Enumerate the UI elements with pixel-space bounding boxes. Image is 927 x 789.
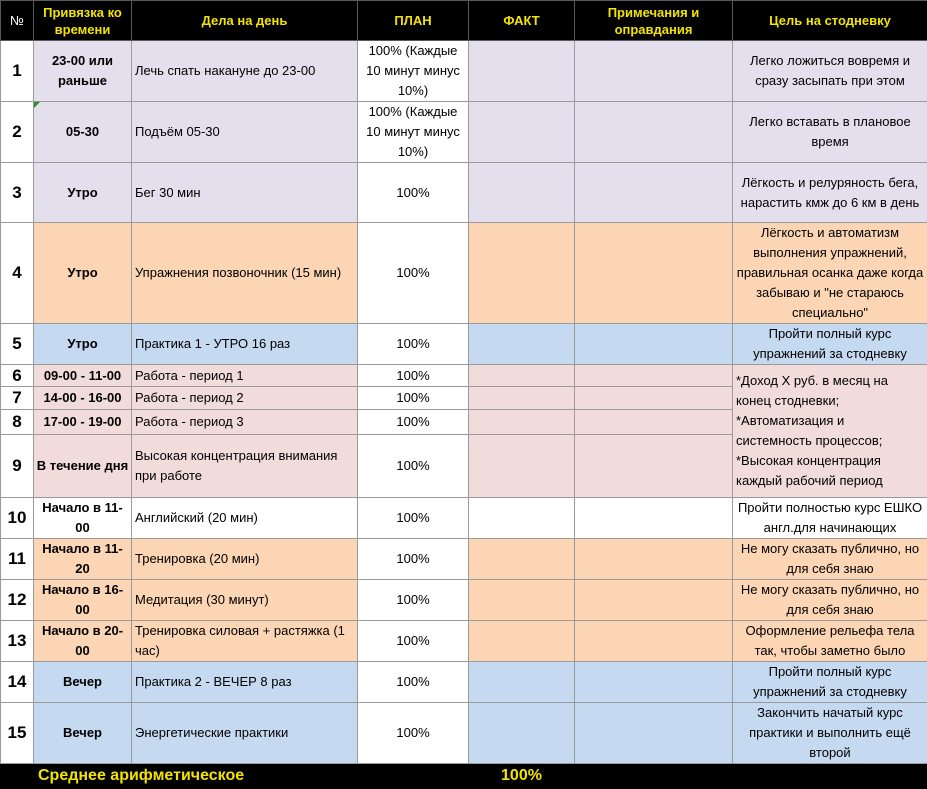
notes-cell[interactable] <box>575 365 733 387</box>
plan-cell[interactable]: 100% <box>358 498 469 539</box>
goal-cell[interactable]: Пройти полный курс упражнений за стодневку <box>733 324 927 365</box>
row-number: 15 <box>1 703 34 764</box>
row-number: 4 <box>1 223 34 324</box>
task-cell[interactable]: Тренировка силовая + растяжка (1 час) <box>132 621 358 662</box>
footer-row <box>1 764 927 789</box>
row-number: 10 <box>1 498 34 539</box>
row-number: 1 <box>1 41 34 102</box>
header-time: Привязка ко времени <box>34 1 132 41</box>
task-cell[interactable]: Английский (20 мин) <box>132 498 358 539</box>
goal-cell[interactable]: Закончить начатый курс практики и выполнить ещё второй <box>733 703 927 764</box>
fact-cell[interactable] <box>469 387 575 410</box>
time-cell[interactable]: В течение дня <box>34 435 132 498</box>
table-row <box>1 580 927 621</box>
table-row <box>1 539 927 580</box>
header-num: № <box>1 1 34 41</box>
time-cell[interactable]: 23-00 или раньше <box>34 41 132 102</box>
header-row <box>1 1 927 41</box>
notes-cell[interactable] <box>575 580 733 621</box>
table-row <box>1 163 927 223</box>
plan-cell[interactable]: 100% <box>358 223 469 324</box>
notes-cell[interactable] <box>575 223 733 324</box>
notes-cell[interactable] <box>575 703 733 764</box>
work-goal-line: системность процессов; <box>736 431 925 451</box>
plan-cell[interactable]: 100% <box>358 410 469 435</box>
goal-cell[interactable]: Легко вставать в плановое время <box>733 102 927 163</box>
notes-cell[interactable] <box>575 621 733 662</box>
row-number: 12 <box>1 580 34 621</box>
goal-cell[interactable]: Лёгкость и автоматизм выполнения упражнений, правильная осанка даже когда забываю и "не стараюсь специально" <box>733 223 927 324</box>
time-cell[interactable]: Вечер <box>34 703 132 764</box>
work-goal-line: конец стодневки; <box>736 391 925 411</box>
table-row <box>1 621 927 662</box>
comment-marker-icon <box>34 102 40 108</box>
fact-cell[interactable] <box>469 324 575 365</box>
notes-cell[interactable] <box>575 435 733 498</box>
task-cell[interactable]: Упражнения позвоночник (15 мин) <box>132 223 358 324</box>
task-cell[interactable]: Практика 1 - УТРО 16 раз <box>132 324 358 365</box>
work-goal-cell[interactable] <box>733 365 927 498</box>
fact-cell[interactable] <box>469 102 575 163</box>
plan-cell[interactable]: 100% <box>358 703 469 764</box>
task-cell[interactable]: Работа - период 2 <box>132 387 358 410</box>
table-row <box>1 41 927 102</box>
goal-cell[interactable]: Оформление рельефа тела так, чтобы заметно было <box>733 621 927 662</box>
fact-cell[interactable] <box>469 621 575 662</box>
task-cell[interactable]: Энергетические практики <box>132 703 358 764</box>
notes-cell[interactable] <box>575 662 733 703</box>
fact-cell[interactable] <box>469 580 575 621</box>
notes-cell[interactable] <box>575 41 733 102</box>
row-number: 6 <box>1 365 34 387</box>
row-number: 11 <box>1 539 34 580</box>
row-number: 7 <box>1 387 34 410</box>
plan-cell[interactable]: 100% <box>358 324 469 365</box>
task-cell[interactable]: Работа - период 3 <box>132 410 358 435</box>
plan-cell[interactable]: 100% (Каждые 10 минут минус 10%) <box>358 102 469 163</box>
task-cell[interactable]: Лечь спать накануне до 23-00 <box>132 41 358 102</box>
time-cell[interactable]: Утро <box>34 324 132 365</box>
plan-cell[interactable]: 100% <box>358 580 469 621</box>
notes-cell[interactable] <box>575 102 733 163</box>
header-task: Дела на день <box>132 1 358 41</box>
table-row <box>1 498 927 539</box>
fact-cell[interactable] <box>469 41 575 102</box>
goal-cell[interactable]: Пройти полный курс упражнений за стодневку <box>733 662 927 703</box>
time-cell[interactable]: 05-30 <box>34 102 132 163</box>
header-plan: ПЛАН <box>358 1 469 41</box>
notes-cell[interactable] <box>575 539 733 580</box>
time-cell[interactable]: Начало в 16-00 <box>34 580 132 621</box>
average-value[interactable]: 100% <box>469 764 575 789</box>
fact-cell[interactable] <box>469 410 575 435</box>
time-cell[interactable]: Вечер <box>34 662 132 703</box>
task-cell[interactable]: Работа - период 1 <box>132 365 358 387</box>
fact-cell[interactable] <box>469 498 575 539</box>
fact-cell[interactable] <box>469 539 575 580</box>
goal-cell[interactable]: Не могу сказать публично, но для себя знаю <box>733 539 927 580</box>
row-number: 13 <box>1 621 34 662</box>
time-cell[interactable]: Утро <box>34 223 132 324</box>
time-cell[interactable]: Начало в 11-00 <box>34 498 132 539</box>
goal-cell[interactable]: Не могу сказать публично, но для себя знаю <box>733 580 927 621</box>
notes-cell[interactable] <box>575 498 733 539</box>
plan-cell[interactable]: 100% <box>358 435 469 498</box>
plan-cell[interactable]: 100% <box>358 539 469 580</box>
work-goal-line: *Автоматизация и <box>736 411 925 431</box>
footer-spacer <box>1 764 34 789</box>
plan-cell[interactable]: 100% <box>358 163 469 223</box>
plan-cell[interactable]: 100% (Каждые 10 минут минус 10%) <box>358 41 469 102</box>
fact-cell[interactable] <box>469 703 575 764</box>
header-fact: ФАКТ <box>469 1 575 41</box>
row-number: 2 <box>1 102 34 163</box>
row-number: 5 <box>1 324 34 365</box>
row-number: 9 <box>1 435 34 498</box>
goal-cell[interactable]: Легко ложиться вовремя и сразу засыпать при этом <box>733 41 927 102</box>
fact-cell[interactable] <box>469 365 575 387</box>
notes-cell[interactable] <box>575 410 733 435</box>
fact-cell[interactable] <box>469 163 575 223</box>
plan-cell[interactable]: 100% <box>358 662 469 703</box>
table-row <box>1 102 927 163</box>
time-cell[interactable]: 09-00 - 11-00 <box>34 365 132 387</box>
fact-cell[interactable] <box>469 223 575 324</box>
footer-spacer <box>575 764 733 789</box>
task-cell[interactable]: Высокая концентрация внимания при работе <box>132 435 358 498</box>
table-row <box>1 662 927 703</box>
fact-cell[interactable] <box>469 435 575 498</box>
notes-cell[interactable] <box>575 324 733 365</box>
work-goal-line: каждый рабочий период <box>736 471 925 491</box>
notes-cell[interactable] <box>575 387 733 410</box>
time-cell[interactable]: Начало в 11-20 <box>34 539 132 580</box>
plan-cell[interactable]: 100% <box>358 387 469 410</box>
footer-spacer <box>733 764 927 789</box>
row-number: 14 <box>1 662 34 703</box>
header-goal: Цель на стодневку <box>733 1 927 41</box>
notes-cell[interactable] <box>575 163 733 223</box>
time-cell[interactable]: 17-00 - 19-00 <box>34 410 132 435</box>
time-cell[interactable]: Начало в 20-00 <box>34 621 132 662</box>
time-cell[interactable]: Утро <box>34 163 132 223</box>
table-row <box>1 324 927 365</box>
task-cell[interactable]: Практика 2 - ВЕЧЕР 8 раз <box>132 662 358 703</box>
row-number: 8 <box>1 410 34 435</box>
plan-cell[interactable]: 100% <box>358 365 469 387</box>
table-row <box>1 365 927 387</box>
fact-cell[interactable] <box>469 662 575 703</box>
time-cell[interactable]: 14-00 - 16-00 <box>34 387 132 410</box>
task-cell[interactable]: Медитация (30 минут) <box>132 580 358 621</box>
table-row <box>1 703 927 764</box>
task-cell[interactable]: Подъём 05-30 <box>132 102 358 163</box>
row-number: 3 <box>1 163 34 223</box>
header-notes: Примечания и оправдания <box>575 1 733 41</box>
work-goal-line: *Высокая концентрация <box>736 451 925 471</box>
task-cell[interactable]: Тренировка (20 мин) <box>132 539 358 580</box>
goal-cell[interactable]: Лёгкость и релуряность бега, нарастить кмж до 6 км в день <box>733 163 927 223</box>
plan-cell[interactable]: 100% <box>358 621 469 662</box>
task-cell[interactable]: Бег 30 мин <box>132 163 358 223</box>
table-row <box>1 223 927 324</box>
work-goal-line: *Доход Х руб. в месяц на <box>736 371 925 391</box>
goal-cell[interactable]: Пройти полностью курс ЕШКО англ.для начинающих <box>733 498 927 539</box>
average-label: Среднее арифметическое <box>34 764 469 789</box>
